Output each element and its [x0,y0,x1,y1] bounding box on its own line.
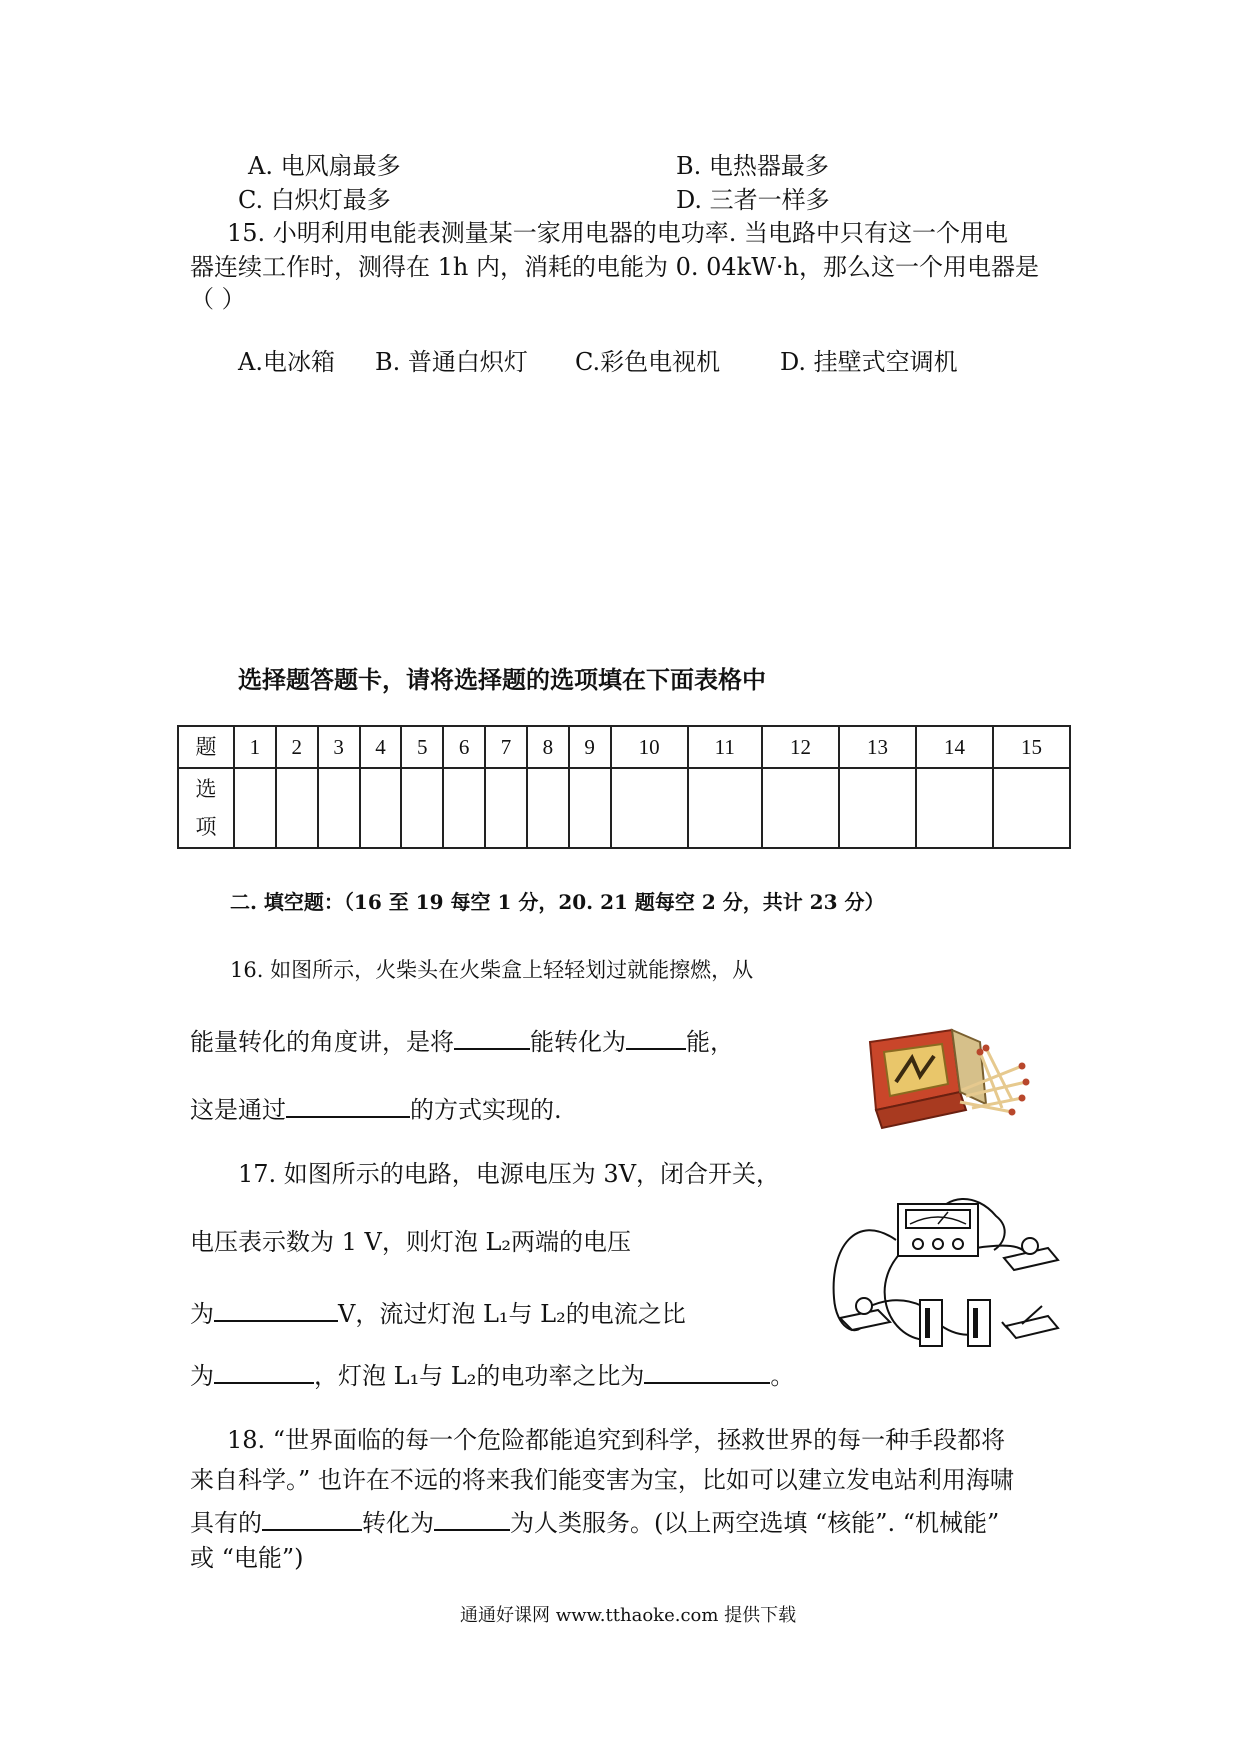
answer-cell[interactable] [688,768,762,848]
answer-blank[interactable] [214,1356,314,1384]
q17-text: 。 [770,1362,795,1390]
question-number-cell: 14 [916,726,993,768]
question-number-cell: 1 [234,726,276,768]
question-number-cell: 2 [276,726,318,768]
q15-option-a: A.电冰箱 [238,348,335,376]
q17-text: ，灯泡 L₁与 L₂的电功率之比为 [314,1362,645,1390]
section-heading: 二. 填空题：（16 至 19 每空 1 分，20. 21 题每空 2 分，共计 23 分） [230,890,885,914]
answer-cell[interactable] [569,768,611,848]
q16-line-2 [190,1022,734,1058]
answer-card-answer-row [178,768,1070,848]
answer-blank[interactable] [214,1294,338,1322]
q14-option-b: B. 电热器最多 [676,152,829,180]
q17-line-2: 电压表示数为 1 V，则灯泡 L₂两端的电压 [190,1228,632,1256]
q17-text: 为 [190,1362,214,1390]
question-number-cell: 11 [688,726,762,768]
answer-cell[interactable] [276,768,318,848]
q18-line-2: 来自科学。” 也许在不远的将来我们能变害为宝，比如可以建立发电站利用海啸 [190,1466,1014,1494]
answer-blank[interactable] [262,1503,362,1531]
question-number-cell: 4 [360,726,402,768]
answer-cell[interactable] [762,768,839,848]
question-number-cell: 3 [318,726,360,768]
q15-option-b: B. 普通白炽灯 [375,348,528,376]
q18-line-1: 18. “世界面临的每一个危险都能追究到科学，拯救世界的每一种手段都将 [227,1426,1006,1454]
q16-text: 能量转化的角度讲，是将 [190,1028,454,1056]
answer-cell[interactable] [401,768,443,848]
matchbox-image [862,1012,1032,1142]
q17-line-1: 17. 如图所示的电路，电源电压为 3V，闭合开关， [238,1160,781,1188]
answer-card-row-label: 题 [178,726,234,768]
question-number-cell: 13 [839,726,916,768]
answer-card-table [177,725,1071,849]
q15-line-2: 器连续工作时，测得在 1h 内，消耗的电能为 0. 04kW·h，那么这一个用电器是 [190,253,1039,281]
answer-cell[interactable] [443,768,485,848]
question-number-cell: 5 [401,726,443,768]
q16-text: 的方式实现的. [410,1096,562,1124]
answer-blank[interactable] [286,1090,410,1118]
circuit-diagram [826,1188,1066,1356]
answer-cell[interactable] [485,768,527,848]
q14-option-a: A. 电风扇最多 [248,152,401,180]
question-number-cell: 9 [569,726,611,768]
answer-card-number-row [178,726,1070,768]
answer-cell[interactable] [916,768,993,848]
answer-card-row-label [178,768,234,848]
q18-text: 为人类服务。(以上两空选填 “核能”. “机械能” [510,1509,1000,1537]
question-number-cell: 15 [993,726,1070,768]
q16-text: 能转化为 [530,1028,626,1056]
answer-cell[interactable] [234,768,276,848]
q18-line-3 [190,1503,999,1539]
answer-cell[interactable] [527,768,569,848]
question-number-cell: 12 [762,726,839,768]
q15-answer-paren: （ ） [190,285,246,313]
question-number-cell: 6 [443,726,485,768]
answer-cell[interactable] [839,768,916,848]
answer-cell[interactable] [611,768,688,848]
q18-line-4: 或 “电能”) [190,1544,304,1572]
answer-blank[interactable] [644,1356,770,1384]
page-footer: 通通好课网 www.tthaoke.com 提供下载 [460,1605,797,1626]
answer-label-char: 项 [195,815,217,839]
q14-option-c: C. 白炽灯最多 [238,186,391,214]
q17-text: 为 [190,1300,214,1328]
q15-option-d: D. 挂壁式空调机 [780,348,958,376]
question-number-cell: 7 [485,726,527,768]
q15-option-c: C.彩色电视机 [575,348,721,376]
q16-text: 这是通过 [190,1096,286,1124]
q16-line-3 [190,1090,562,1126]
q15-line-1: 15. 小明利用电能表测量某一家用电器的电功率. 当电路中只有这一个用电 [227,219,1009,247]
q16-text: 能， [686,1028,734,1056]
answer-card-title: 选择题答题卡，请将选择题的选项填在下面表格中 [238,665,766,694]
answer-cell[interactable] [360,768,402,848]
answer-blank[interactable] [454,1022,530,1050]
q17-line-3 [190,1294,686,1330]
q16-line-1: 16. 如图所示，火柴头在火柴盒上轻轻划过就能擦燃，从 [230,958,754,982]
answer-cell[interactable] [318,768,360,848]
question-number-cell: 10 [611,726,688,768]
answer-cell[interactable] [993,768,1070,848]
answer-label-char: 选 [195,777,217,801]
q17-text: V，流过灯泡 L₁与 L₂的电流之比 [338,1300,686,1328]
question-number-cell: 8 [527,726,569,768]
q14-option-d: D. 三者一样多 [676,186,830,214]
q18-text: 具有的 [190,1509,262,1537]
q17-line-4 [190,1356,794,1392]
answer-blank[interactable] [626,1022,686,1050]
answer-blank[interactable] [434,1503,510,1531]
q18-text: 转化为 [362,1509,434,1537]
